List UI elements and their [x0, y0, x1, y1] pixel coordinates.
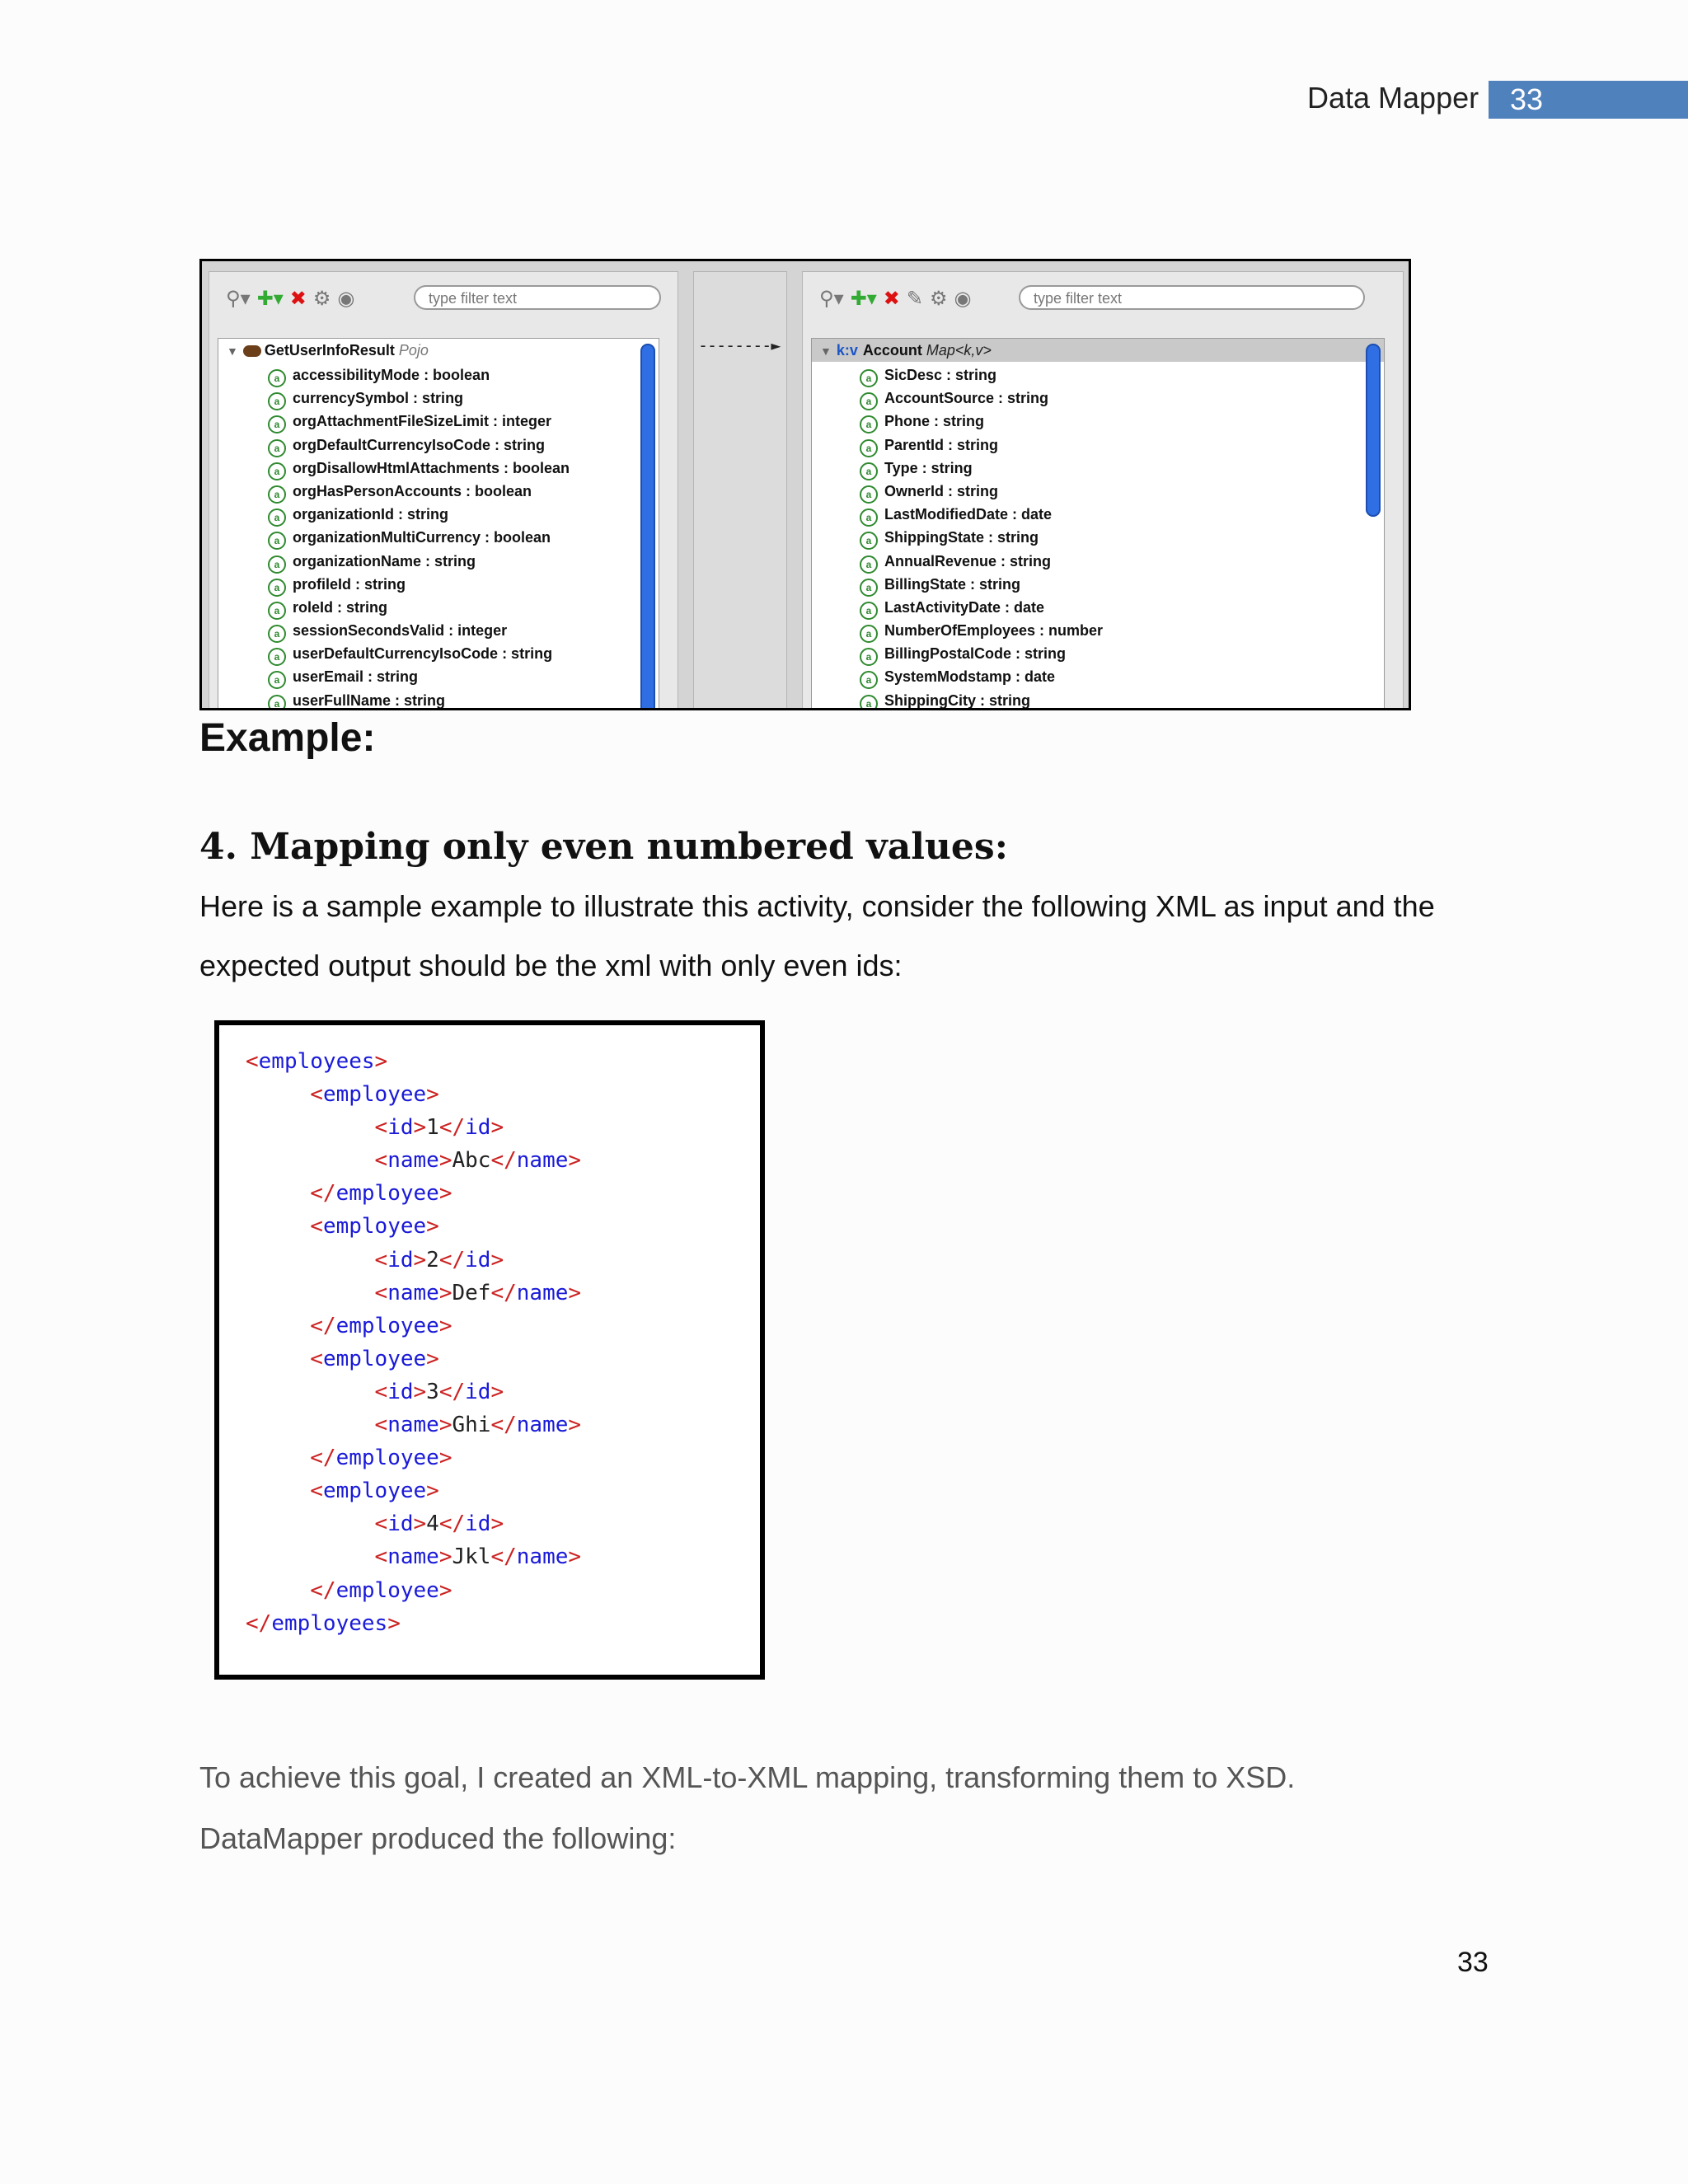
source-tree-item[interactable] — [268, 665, 570, 688]
attribute-icon: a — [268, 369, 286, 387]
xml-employees-close: </employees> — [246, 1610, 401, 1636]
xml-name-line: <name>Def</name> — [374, 1280, 582, 1305]
target-tree-item[interactable] — [860, 550, 1103, 573]
target-tree-item-label: ShippingCity : string — [884, 691, 1030, 709]
target-tree — [811, 338, 1385, 710]
target-tree-root[interactable] — [812, 339, 1384, 362]
source-tree-item-label: userFullName : string — [293, 691, 446, 709]
target-tree-item-label: AccountSource : string — [884, 390, 1049, 407]
attribute-icon: a — [268, 462, 286, 480]
attribute-icon: a — [268, 579, 286, 597]
attribute-icon: a — [860, 369, 878, 387]
target-tree-item-label: OwnerId : string — [884, 482, 999, 499]
source-tree-item[interactable] — [268, 619, 570, 642]
source-root-type: Pojo — [398, 342, 429, 359]
attribute-icon: a — [268, 532, 286, 550]
expand-triangle-icon[interactable]: ▼ — [227, 344, 238, 358]
page-badge-number: 33 — [1510, 82, 1544, 116]
target-tree-item[interactable] — [860, 619, 1103, 642]
source-toolbar — [226, 284, 354, 313]
edit-icon[interactable]: ✎ — [906, 287, 923, 310]
target-root-type: Map<k,v> — [926, 342, 992, 359]
target-filter-input[interactable]: type filter text — [1019, 285, 1365, 310]
source-tree-item-label: orgDefaultCurrencyIsoCode : string — [293, 436, 546, 453]
magic-wand-icon[interactable]: ⚲▾ — [226, 287, 251, 310]
data-mapper-screenshot — [199, 259, 1411, 710]
target-tree-item-label: NumberOfEmployees : number — [884, 622, 1104, 640]
delete-icon[interactable]: ✖ — [289, 287, 307, 310]
source-tree-item-label: profileId : string — [293, 575, 406, 593]
section-heading: 4. Mapping only even numbered values: — [199, 826, 1008, 868]
target-tree-item-label: AnnualRevenue : string — [884, 552, 1052, 569]
source-tree-item[interactable] — [268, 526, 570, 549]
source-tree-item[interactable] — [268, 689, 570, 710]
target-tree-item-label: Type : string — [884, 459, 973, 476]
xml-code-block — [214, 1020, 765, 1680]
attribute-icon: a — [860, 648, 878, 666]
xml-employee-open: <employee> — [310, 1346, 439, 1371]
hide-icon[interactable]: ◉ — [954, 287, 972, 310]
source-tree-item[interactable] — [268, 480, 570, 503]
source-tree-item[interactable] — [268, 573, 570, 596]
hide-icon[interactable]: ◉ — [337, 287, 355, 310]
target-tree-item-label: ShippingState : string — [884, 529, 1039, 546]
source-tree-root[interactable] — [218, 339, 659, 362]
attribute-icon: a — [860, 415, 878, 434]
target-tree-item[interactable] — [860, 596, 1103, 619]
target-tree-item[interactable] — [860, 503, 1103, 526]
add-icon[interactable]: ✚▾ — [256, 287, 284, 310]
attribute-icon: a — [860, 625, 878, 643]
attribute-icon: a — [860, 462, 878, 480]
delete-icon[interactable]: ✖ — [883, 287, 900, 310]
source-tree-items — [268, 363, 570, 710]
xml-employee-open: <employee> — [310, 1214, 439, 1240]
xml-name-line: <name>Abc</name> — [374, 1148, 582, 1174]
mapping-arrow: --------► — [698, 335, 781, 355]
target-tree-item-label: LastActivityDate : date — [884, 598, 1045, 616]
source-pane — [209, 271, 678, 710]
magic-wand-icon[interactable]: ⚲▾ — [819, 287, 844, 310]
intro-paragraph: Here is a sample example to illustrate this activity, consider the following XML as input and the expected output should be the xml with only even ids: — [199, 889, 1435, 982]
source-tree-item[interactable] — [268, 457, 570, 480]
source-tree-item-label: organizationId : string — [293, 506, 448, 523]
closing-paragraph-line-1: To achieve this goal, I created an XML-to-XML mapping, transforming them to XSD. — [199, 1760, 1296, 1794]
source-scrollbar[interactable] — [640, 344, 655, 710]
attribute-icon: a — [860, 532, 878, 550]
xml-employee-open: <employee> — [310, 1082, 439, 1108]
target-tree-item[interactable] — [860, 689, 1103, 710]
target-tree-item[interactable] — [860, 410, 1103, 433]
source-tree-item[interactable] — [268, 410, 570, 433]
attribute-icon: a — [268, 602, 286, 620]
target-tree-item[interactable] — [860, 457, 1103, 480]
running-header-title: Data Mapper — [1307, 81, 1479, 115]
pojo-icon — [243, 345, 261, 357]
xml-employee-close: </employee> — [310, 1313, 452, 1338]
attribute-icon: a — [860, 485, 878, 504]
source-tree-item-label: organizationMultiCurrency : boolean — [293, 529, 551, 546]
source-tree — [218, 338, 659, 710]
source-tree-item-label: roleId : string — [293, 598, 388, 616]
source-tree-item[interactable] — [268, 550, 570, 573]
target-tree-item[interactable] — [860, 434, 1103, 457]
source-tree-item-label: accessibilityMode : boolean — [293, 367, 490, 383]
source-tree-item-label: orgAttachmentFileSizeLimit : integer — [293, 413, 552, 430]
source-tree-item-label: userEmail : string — [293, 668, 419, 686]
attribute-icon: a — [268, 415, 286, 434]
target-tree-item[interactable] — [860, 363, 1103, 387]
source-tree-item-label: sessionSecondsValid : integer — [293, 622, 508, 640]
attribute-icon: a — [860, 602, 878, 620]
target-tree-item-label: LastModifiedDate : date — [884, 506, 1053, 523]
target-tree-item[interactable] — [860, 387, 1103, 410]
target-root-label: Account — [862, 342, 922, 359]
target-tree-items — [860, 363, 1103, 710]
attribute-icon: a — [860, 392, 878, 410]
attribute-icon: a — [860, 671, 878, 689]
target-tree-item[interactable] — [860, 642, 1103, 665]
add-icon[interactable]: ✚▾ — [850, 287, 877, 310]
source-root-label: GetUserInfoResult — [264, 342, 395, 359]
target-tree-item[interactable] — [860, 573, 1103, 596]
xml-name-line: <name>Jkl</name> — [374, 1544, 582, 1570]
source-tree-item-label: orgHasPersonAccounts : boolean — [293, 482, 532, 499]
source-tree-item-label: currencySymbol : string — [293, 390, 464, 407]
source-tree-item[interactable] — [268, 387, 570, 410]
xml-employees-open: <employees> — [246, 1049, 388, 1074]
attribute-icon: a — [268, 509, 286, 527]
attribute-icon: a — [268, 485, 286, 504]
xml-code — [246, 1045, 581, 1640]
settings-icon[interactable]: ⚙ — [930, 287, 948, 310]
attribute-icon: a — [268, 439, 286, 457]
target-scrollbar[interactable] — [1366, 344, 1381, 517]
xml-id-line: <id>1</id> — [374, 1115, 504, 1141]
xml-id-line: <id>4</id> — [374, 1511, 504, 1537]
source-tree-item[interactable] — [268, 363, 570, 387]
example-heading: Example: — [199, 716, 376, 760]
attribute-icon: a — [860, 509, 878, 527]
target-tree-item-label: SicDesc : string — [884, 367, 997, 383]
xml-id-line: <id>2</id> — [374, 1247, 504, 1272]
closing-paragraph — [199, 1747, 1518, 1869]
source-filter-input[interactable]: type filter text — [414, 285, 661, 310]
attribute-icon: a — [860, 579, 878, 597]
target-tree-item[interactable] — [860, 526, 1103, 549]
attribute-icon: a — [268, 555, 286, 574]
target-tree-item-label: Phone : string — [884, 413, 984, 430]
page-badge — [1489, 81, 1688, 119]
target-pane — [802, 271, 1404, 710]
map-kv-icon: k:v — [836, 342, 858, 359]
attribute-icon: a — [860, 695, 878, 710]
source-tree-item-label: orgDisallowHtmlAttachments : boolean — [293, 459, 570, 476]
xml-id-line: <id>3</id> — [374, 1379, 504, 1404]
expand-triangle-icon[interactable]: ▼ — [820, 344, 832, 358]
xml-name-line: <name>Ghi</name> — [374, 1413, 582, 1438]
source-tree-item-label: organizationName : string — [293, 552, 476, 569]
source-tree-item[interactable] — [268, 642, 570, 665]
attribute-icon: a — [268, 648, 286, 666]
target-tree-item[interactable] — [860, 480, 1103, 503]
xml-employee-close: </employee> — [310, 1577, 452, 1603]
attribute-icon: a — [268, 695, 286, 710]
xml-employee-close: </employee> — [310, 1181, 452, 1207]
source-tree-item[interactable] — [268, 503, 570, 526]
page-number: 33 — [1457, 1947, 1489, 1978]
closing-paragraph-line-2: DataMapper produced the following: — [199, 1821, 677, 1855]
xml-employee-open: <employee> — [310, 1479, 439, 1504]
attribute-icon: a — [860, 555, 878, 574]
attribute-icon: a — [268, 625, 286, 643]
attribute-icon: a — [860, 439, 878, 457]
target-tree-item-label: BillingPostalCode : string — [884, 645, 1067, 663]
xml-employee-close: </employee> — [310, 1446, 452, 1471]
target-toolbar — [819, 284, 971, 313]
source-tree-item-label: userDefaultCurrencyIsoCode : string — [293, 645, 553, 663]
source-tree-item[interactable] — [268, 596, 570, 619]
attribute-icon: a — [268, 671, 286, 689]
settings-icon[interactable]: ⚙ — [312, 287, 331, 310]
target-tree-item-label: BillingState : string — [884, 575, 1021, 593]
target-tree-item-label: SystemModstamp : date — [884, 668, 1056, 686]
attribute-icon: a — [268, 392, 286, 410]
target-tree-item-label: ParentId : string — [884, 436, 999, 453]
source-tree-item[interactable] — [268, 434, 570, 457]
target-tree-item[interactable] — [860, 665, 1103, 688]
